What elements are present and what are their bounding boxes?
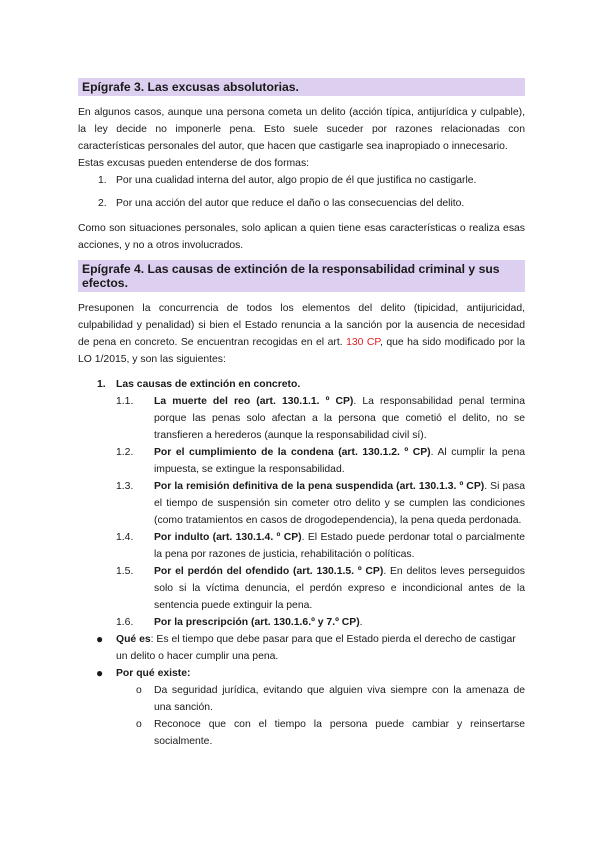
bullet-label: Qué es [116, 634, 151, 645]
bullet-item [78, 631, 525, 665]
heading-epigrafe-4: Epígrafe 4. Las causas de extinción de la responsabilidad criminal y sus efectos. [78, 260, 525, 292]
sub-number: 1.4. [116, 532, 134, 543]
paragraph-text: , que ha sido modificado por la LO 1/2015, y son las siguientes: [78, 337, 525, 365]
list-item [78, 172, 525, 189]
numbered-list [78, 172, 525, 212]
sub-number: 1.3. [116, 481, 134, 492]
sub-title: Por el perdón del ofendido (art. 130.1.5. º CP) [154, 566, 384, 577]
sub-text: . El Estado puede perdonar total o parcialmente la pena por razones de justicia, rehabilitación o políticas. [154, 532, 525, 560]
paragraph: Como son situaciones personales, solo aplican a quien tiene esas características o realiza esas acciones, y no a otros involucrados. [78, 223, 525, 251]
sub-text: . [359, 617, 363, 628]
sub-number: 1.6. [116, 617, 134, 628]
sub-bullet-item [78, 716, 525, 750]
sub-item [78, 614, 525, 631]
bullet-text: : Es el tiempo que debe pasar para que el Estado pierda el derecho de castigar un delito o hacer cumplir una pena. [116, 634, 516, 662]
circle-bullet-icon: o [136, 685, 142, 696]
bullet-item [78, 665, 525, 682]
bullet-label: Por qué existe [116, 668, 188, 679]
bullet-dot-icon: ● [96, 632, 104, 646]
sub-title: La muerte del reo (art. 130.1.1. º CP) [154, 396, 354, 407]
list-number: 1. [98, 175, 107, 186]
sub-item [78, 478, 525, 529]
sub-item [78, 444, 525, 478]
paragraph [78, 300, 525, 368]
sub-title: Por el cumplimiento de la condena (art. 130.1.2. º CP) [154, 447, 431, 458]
sub-title: Por la remisión definitiva de la pena suspendida (art. 130.1.3. º CP) [154, 481, 485, 492]
sub-item [78, 529, 525, 563]
sub-number: 1.2. [116, 447, 134, 458]
sub-text: . La responsabilidad penal termina porque las penas solo afectan a la persona que cometió el delito, no se transfieren a herederos (aunque la responsabilidad civil sí). [154, 396, 525, 441]
sub-title: Por la prescripción (art. 130.1.6.º y 7.º CP) [154, 617, 360, 628]
sub-bullet-text: Reconoce que con el tiempo la persona puede cambiar y reinsertarse socialmente. [154, 719, 525, 747]
list-item-text: Por una acción del autor que reduce el daño o las consecuencias del delito. [116, 198, 465, 209]
sub-bullet-text: Da seguridad jurídica, evitando que alguien viva siempre con la amenaza de una sanción. [154, 685, 525, 713]
sub-item [78, 393, 525, 444]
sub-text: . En delitos leves perseguidos solo si la víctima denuncia, el perdón expreso e incondicional antes de la sentencia puede extinguir la pena. [154, 566, 525, 611]
bullet-dot-icon: ● [96, 666, 104, 680]
list-item [78, 195, 525, 212]
section-title [78, 376, 525, 393]
sub-number: 1.5. [116, 566, 134, 577]
sub-text: . Si pasa el tiempo de suspensión sin cometer otro delito y se cumplen las condiciones (como tratamientos en casos de drogodependencia), la pena queda perdonada. [154, 481, 525, 526]
circle-bullet-icon: o [136, 719, 142, 730]
section-title-text: Las causas de extinción en concreto. [116, 379, 301, 390]
paragraph: Estas excusas pueden entenderse de dos formas: [78, 158, 310, 169]
sub-title: Por indulto (art. 130.1.4. º CP) [154, 532, 302, 543]
article-link[interactable]: 130 CP [346, 337, 380, 348]
heading-epigrafe-3: Epígrafe 3. Las excusas absolutorias. [78, 78, 525, 96]
list-item-text: Por una cualidad interna del autor, algo propio de él que justifica no castigarle. [116, 175, 477, 186]
bullet-text: : [187, 668, 191, 679]
sub-item [78, 563, 525, 614]
list-number: 2. [98, 198, 107, 209]
sub-bullet-item [78, 682, 525, 716]
sub-text: . Al cumplir la pena impuesta, se extingue la responsabilidad. [154, 447, 525, 475]
list-number: 1. [97, 379, 106, 390]
paragraph-text: Presuponen la concurrencia de todos los elementos del delito (tipicidad, antijuricidad, culpabilidad y penalidad) si bien el Estado renuncia a la sanción por la ausencia de necesidad de pena en concreto. Se encuentran recogidas en el art. [78, 303, 525, 348]
sub-number: 1.1. [116, 396, 134, 407]
document-page [78, 78, 525, 750]
paragraph: En algunos casos, aunque una persona cometa un delito (acción típica, antijurídica y culpable), la ley decide no imponerle pena. Esto suele suceder por razones relacionadas con características personales del autor, que hacen que castigarle sea inapropiado o innecesario. [78, 107, 525, 152]
